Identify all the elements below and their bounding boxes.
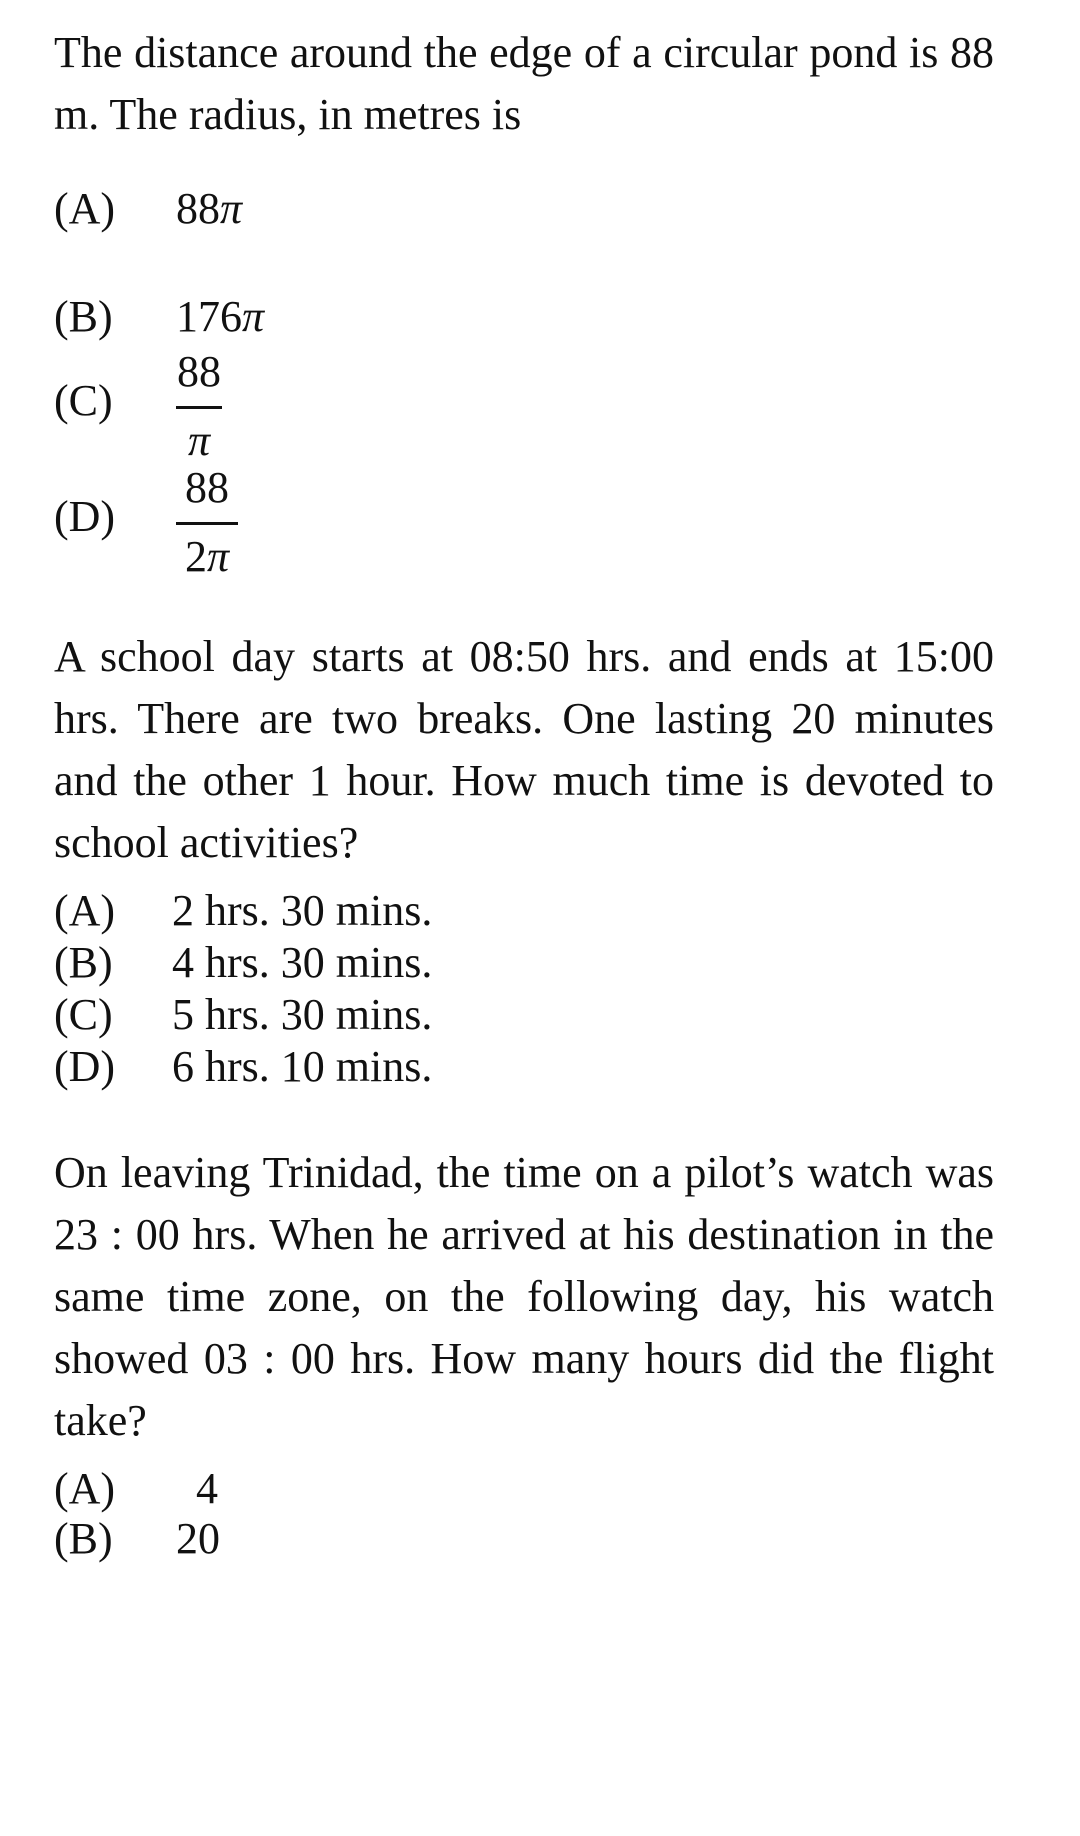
q1-option-c-label: (C) <box>54 376 113 425</box>
fraction-numerator: 88 <box>177 347 221 396</box>
q1-option-b-label: (B) <box>54 292 113 341</box>
fraction-denominator: 2π <box>184 532 230 581</box>
q1-option-d-label: (D) <box>54 492 116 541</box>
q1-option-d-fraction <box>176 462 238 583</box>
q2-option-a-label: (A) <box>54 886 116 935</box>
q2-option-d-value: 6 hrs. 10 mins. <box>172 1042 433 1091</box>
fraction-denominator: π <box>187 416 211 465</box>
fraction-numerator: 88 <box>185 463 229 512</box>
q3-option-b-value: 20 <box>176 1514 220 1563</box>
q2-option-b-label: (B) <box>54 938 113 987</box>
fraction-bar <box>176 406 222 409</box>
q2-option-d-label: (D) <box>54 1042 116 1091</box>
q3-option-b-label: (B) <box>54 1514 113 1563</box>
question-3-text: On leaving Trinidad, the time on a pilot’s watch was 23 : 00 hrs. When he arrived at his destination in the same time zone, on the following day, his watch showed 03 : 00 hrs. How many hours did the flight take? <box>54 1148 994 1445</box>
fraction-bar <box>176 522 238 525</box>
q2-option-b-value: 4 hrs. 30 mins. <box>172 938 433 987</box>
q1-option-b-value: 176π <box>176 292 265 341</box>
q2-option-c-value: 5 hrs. 30 mins. <box>172 990 433 1039</box>
q3-option-a-label: (A) <box>54 1464 116 1513</box>
q1-option-a-label: (A) <box>54 184 116 233</box>
question-2-text: A school day starts at 08:50 hrs. and ends at 15:00 hrs. There are two breaks. One lasting 20 minutes and the other 1 hour. How much time is devoted to school activities? <box>54 632 994 867</box>
q2-option-a-value: 2 hrs. 30 mins. <box>172 886 433 935</box>
question-1-text: The distance around the edge of a circular pond is 88 m. The radius, in metres is <box>54 28 994 139</box>
q3-option-a-value: 4 <box>196 1464 218 1513</box>
q1-option-c-fraction <box>176 346 222 467</box>
q2-option-c-label: (C) <box>54 990 113 1039</box>
q1-option-a-value: 88π <box>176 184 243 233</box>
